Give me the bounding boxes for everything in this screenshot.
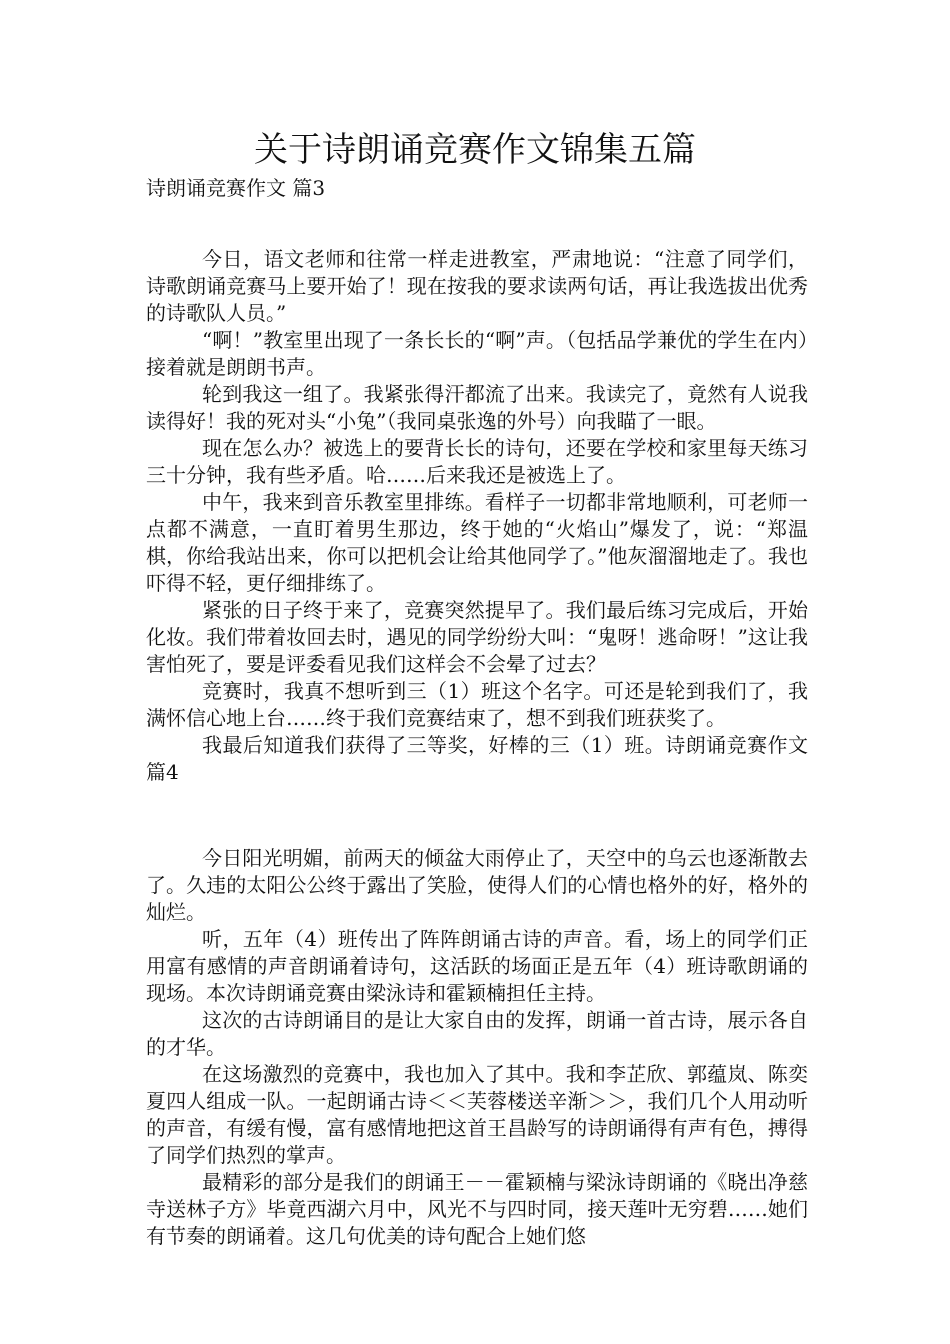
paragraph: 轮到我这一组了。我紧张得汗都流了出来。我读完了，竟然有人说我读得好！我的死对头“小兔”（我同桌张逸的外号）向我瞄了一眼。 [146,382,808,433]
paragraph: 竞赛时，我真不想听到三（1）班这个名字。可还是轮到我们了，我满怀信心地上台……终于我们竞赛结束了，想不到我们班获奖了。 [146,679,808,730]
paragraph: 中午，我来到音乐教室里排练。看样子一切都非常地顺利，可老师一点都不满意，一直盯着男生那边，终于她的“火焰山”爆发了，说：“郑温棋，你给我站出来，你可以把机会让给其他同学了。”他灰溜溜地走了。我也吓得不轻，更仔细排练了。 [146,490,808,595]
paragraph: 最精彩的部分是我们的朗诵王－－霍颖楠与梁泳诗朗诵的《晓出净慈寺送林子方》毕竟西湖六月中，风光不与四时同，接天莲叶无穷碧……她们有节奏的朗诵着。这几句优美的诗句配合上她们悠 [146,1170,808,1248]
paragraph: 今日，语文老师和往常一样走进教室，严肃地说：“注意了同学们，诗歌朗诵竞赛马上要开始了！现在按我的要求读两句话，再让我选拔出优秀的诗歌队人员。” [146,247,808,325]
document-title: 关于诗朗诵竞赛作文锦集五篇 [254,130,696,170]
paragraph: 紧张的日子终于来了，竞赛突然提早了。我们最后练习完成后，开始化妆。我们带着妆回去时，遇见的同学纷纷大叫：“鬼呀！逃命呀！”这让我害怕死了，要是评委看见我们这样会不会晕了过去？ [146,598,808,676]
paragraph: 我最后知道我们获得了三等奖，好棒的三（1）班。诗朗诵竞赛作文 篇4 [146,733,808,784]
article-4-body [146,845,808,1250]
paragraph: 这次的古诗朗诵目的是让大家自由的发挥，朗诵一首古诗，展示各自的才华。 [146,1008,808,1059]
paragraph: 听，五年（4）班传出了阵阵朗诵古诗的声音。看，场上的同学们正用富有感情的声音朗诵着诗句，这活跃的场面正是五年（4）班诗歌朗诵的现场。本次诗朗诵竞赛由梁泳诗和霍颖楠担任主持。 [146,927,808,1005]
paragraph: 今日阳光明媚，前两天的倾盆大雨停止了，天空中的乌云也逐渐散去了。久违的太阳公公终于露出了笑脸，使得人们的心情也格外的好，格外的灿烂。 [146,846,808,924]
paragraph: “啊！”教室里出现了一条长长的“啊”声。（包括品学兼优的学生在内）接着就是朗朗书声。 [146,328,808,379]
paragraph: 在这场激烈的竞赛中，我也加入了其中。我和李芷欣、郭蕴岚、陈奕夏四人组成一队。一起朗诵古诗＜＜芙蓉楼送辛渐＞＞，我们几个人用动听的声音，有缓有慢，富有感情地把这首王昌龄写的诗朗诵得有声有色，搏得了同学们热烈的掌声。 [146,1062,808,1167]
paragraph: 现在怎么办？被选上的要背长长的诗句，还要在学校和家里每天练习三十分钟，我有些矛盾。哈……后来我还是被选上了。 [146,436,808,487]
article-3-body [146,246,808,786]
section-heading: 诗朗诵竞赛作文 篇3 [146,176,326,200]
